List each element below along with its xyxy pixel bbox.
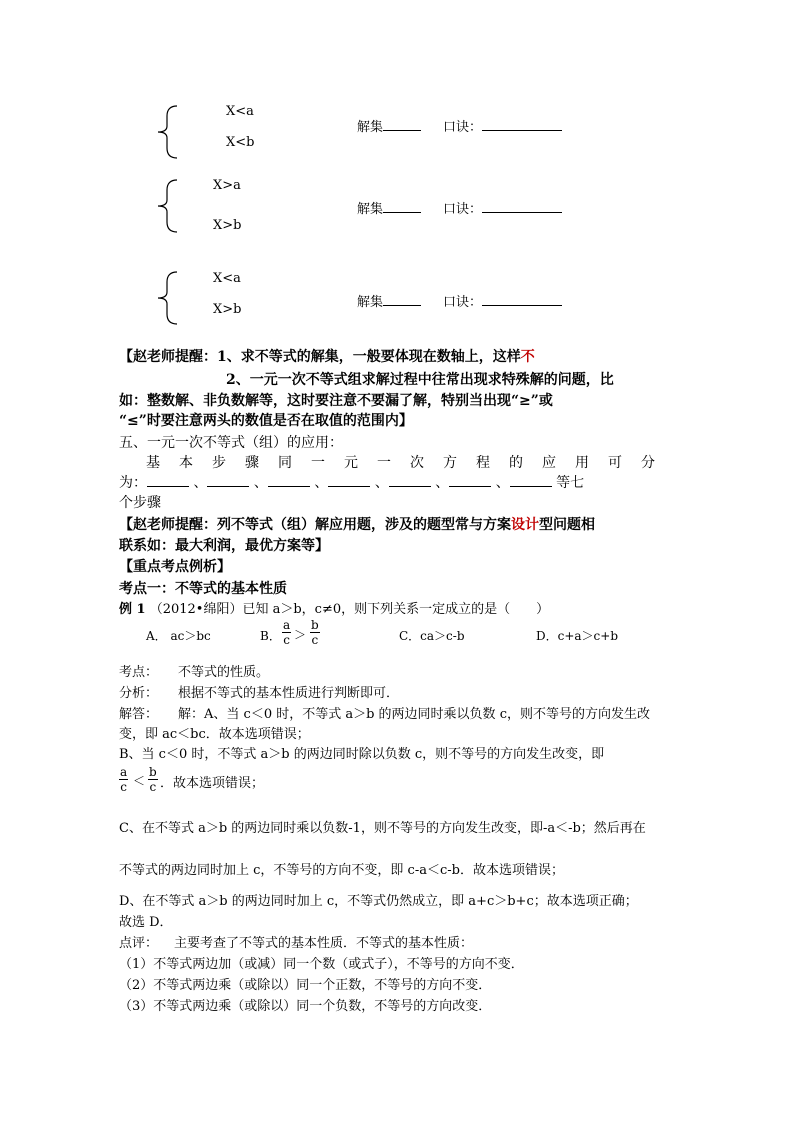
kp1-title: 考点一：不等式的基本性质 <box>119 581 287 597</box>
b-line1: B、当 c＜0 时，不等式 a＞b 的两边同时除以负数 c，则不等号的方向发生改变，即 <box>119 747 605 762</box>
option-b-gt: ＞ <box>294 628 307 642</box>
b-frac-left: $\frac{a}{c}$ <box>120 765 128 794</box>
option-c: C．ca＞c-b <box>399 629 465 643</box>
property-3: （3）不等式两边乘（或除以）同一个负数，不等号的方向改变． <box>119 999 492 1014</box>
system-2-solution: 解集 <box>357 198 421 217</box>
system-2-rhyme: 口诀： <box>443 198 562 217</box>
system-1-bottom: X<b <box>226 135 255 150</box>
jieda-line1: 解答： 解：A、当 c＜0 时，不等式 a＞b 的两边同时乘以负数 c，则不等号的方向发生改 <box>119 707 650 722</box>
reminder2-line1: 【赵老师提醒：列不等式（组）解应用题，涉及的题型常与方案设计型问题相 <box>119 517 595 533</box>
dianping-line: 点评： 主要考查了不等式的基本性质．不等式的基本性质： <box>119 936 474 951</box>
brace-icon <box>155 104 181 160</box>
step-blank[interactable] <box>328 474 370 487</box>
section5-title: 五、一元一次不等式（组）的应用： <box>119 435 343 451</box>
property-2: （2）不等式两边乘（或除以）同一个正数，不等号的方向不变． <box>119 978 492 993</box>
jieda-line2: 变，即 ac＜bc．故本选项错误； <box>119 727 310 742</box>
system-1-rhyme: 口诀： <box>443 116 562 135</box>
solution-blank[interactable] <box>383 118 421 131</box>
system-3-top: X<a <box>213 271 241 286</box>
option-b-frac-left: $\frac{a}{c}$ <box>283 618 291 647</box>
fenxi-line: 分析： 根据不等式的基本性质进行判断即可． <box>119 686 400 701</box>
b-lt: ＜ <box>133 774 146 788</box>
option-d: D．c+a＞c+b <box>536 629 619 643</box>
section5-line3: 个步骤 <box>119 495 161 511</box>
b-line2: ．故本选项错误； <box>160 776 265 791</box>
reminder2-line2: 联系如：最大利润，最优方案等】 <box>119 538 329 554</box>
b-frac-right: $\frac{b}{c}$ <box>149 765 157 794</box>
step-blank[interactable] <box>268 474 310 487</box>
reminder1-line4: “≤”时要注意两头的数值是否在取值的范围内】 <box>119 413 413 429</box>
rhyme-blank[interactable] <box>482 118 562 131</box>
solution-blank[interactable] <box>383 200 421 213</box>
system-3-solution: 解集 <box>357 291 421 310</box>
brace-icon <box>155 178 181 234</box>
step-blank[interactable] <box>207 474 249 487</box>
rhyme-blank[interactable] <box>482 200 562 213</box>
reminder1-line3: 如：整数解、非负数解等，这时要注意不要漏了解，特别当出现“≥”或 <box>119 393 553 409</box>
d-line2: 故选 D． <box>119 915 173 930</box>
option-b-frac-right: $\frac{b}{c}$ <box>311 618 319 647</box>
system-2-top: X>a <box>213 178 241 193</box>
step-blank[interactable] <box>389 474 431 487</box>
section5-line1: 基 本 步 骤 同 一 元 一 次 方 程 的 应 用 可 分 <box>146 455 655 471</box>
option-b-label: B． <box>260 629 281 643</box>
step-blank[interactable] <box>510 474 552 487</box>
solution-blank[interactable] <box>383 293 421 306</box>
section5-line2: 为： 、 、 、 、 、 、 等七 <box>119 475 585 491</box>
step-blank[interactable] <box>147 474 189 487</box>
c-line1: C、在不等式 a＞b 的两边同时乘以负数-1，则不等号的方向发生改变，即-a＜-b；然后再在 <box>119 821 646 836</box>
step-blank[interactable] <box>449 474 491 487</box>
option-a: A． ac＞bc <box>146 629 211 643</box>
example-stem: 例 1 （2012•绵阳）已知 a＞b，c≠0，则下列关系一定成立的是（ ） <box>119 602 550 617</box>
system-1-solution: 解集 <box>357 116 421 135</box>
system-3-rhyme: 口诀： <box>443 291 562 310</box>
kaodian-line: 考点： 不等式的性质。 <box>119 665 270 680</box>
brace-icon <box>155 270 181 326</box>
c-line2: 不等式的两边同时加上 c，不等号的方向不变，即 c-a＜c-b．故本选项错误； <box>119 863 564 878</box>
property-1: （1）不等式两边加（或减）同一个数（或式子），不等号的方向不变． <box>119 957 524 972</box>
rhyme-blank[interactable] <box>482 293 562 306</box>
system-1-top: X<a <box>226 104 254 119</box>
system-2-bottom: X>b <box>213 218 242 233</box>
system-3-bottom: X>b <box>213 302 242 317</box>
key-points-heading: 【重点考点例析】 <box>119 559 231 575</box>
d-line1: D、在不等式 a＞b 的两边同时加上 c，不等式仍然成立，即 a+c＞b+c；故本选项正确； <box>119 894 638 909</box>
reminder1-line2: 2、一元一次不等式组求解过程中往常出现求特殊解的问题，比 <box>226 372 614 388</box>
reminder1-line1: 【赵老师提醒：1、求不等式的解集，一般要体现在数轴上，这样不 <box>119 349 535 365</box>
